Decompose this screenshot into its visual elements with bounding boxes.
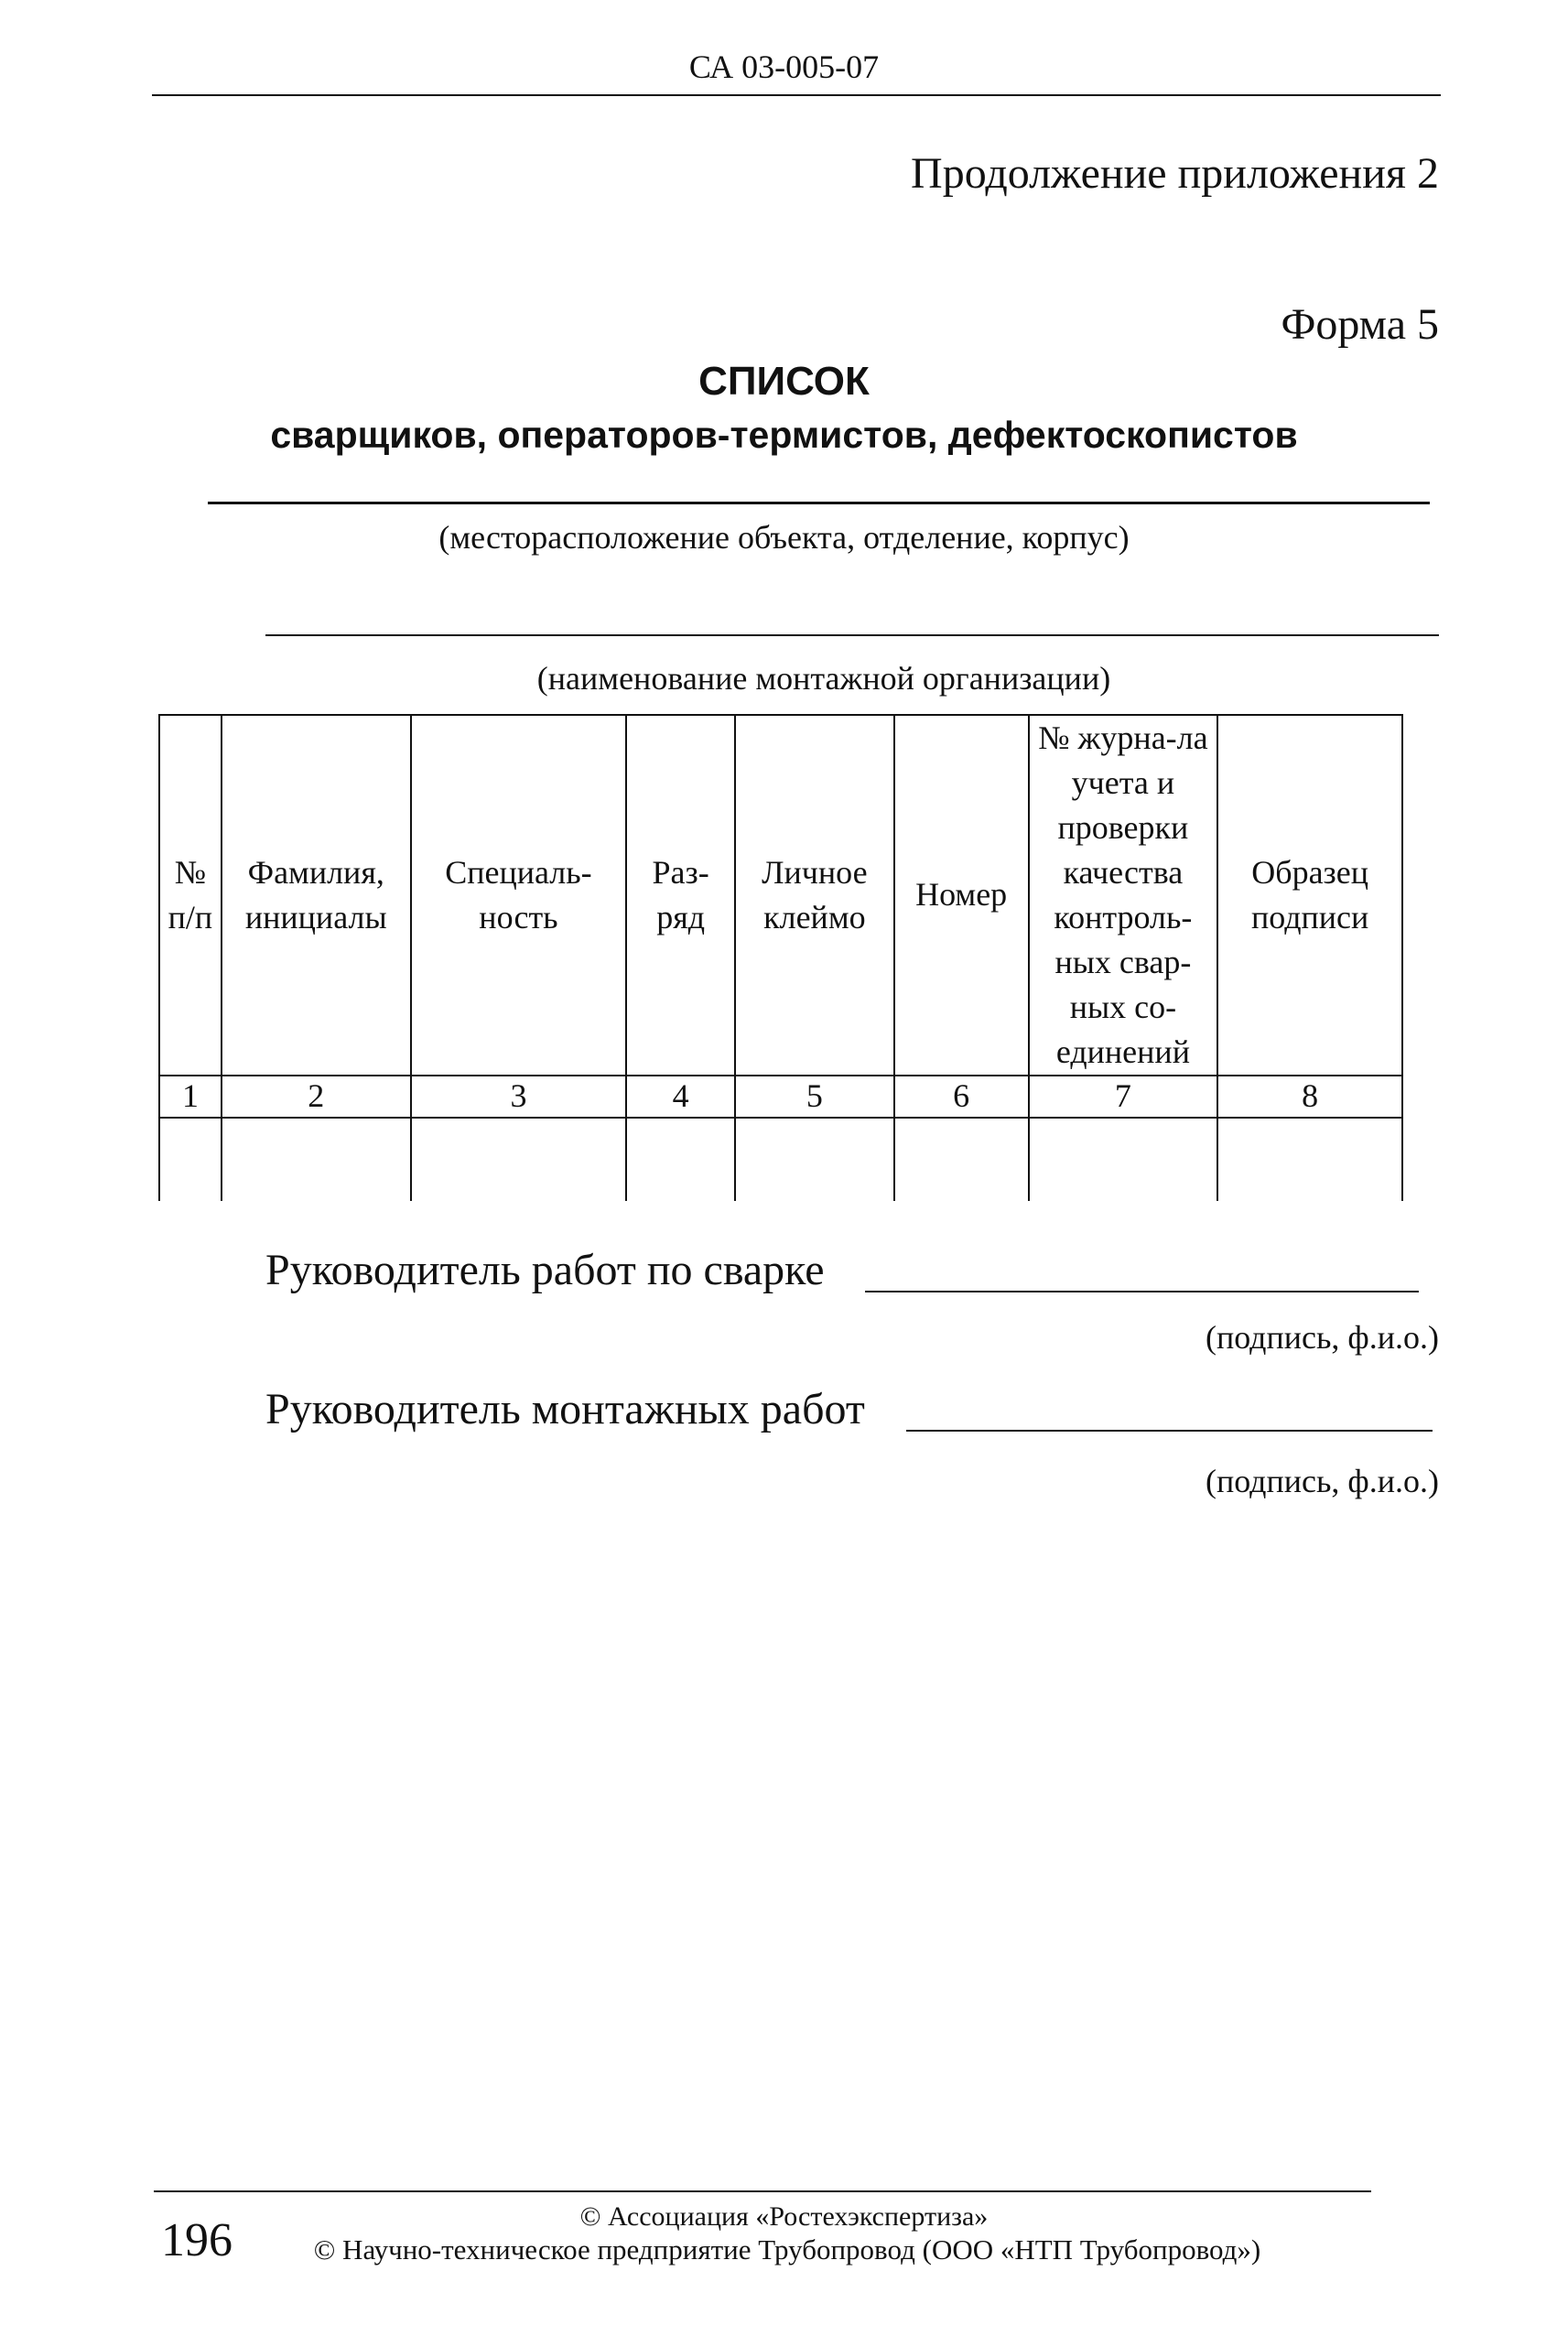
- empty-cell: [411, 1118, 627, 1201]
- empty-cell: [1029, 1118, 1218, 1201]
- organization-fill-line: [265, 634, 1439, 636]
- header-cell-number: № п/п: [159, 715, 222, 1076]
- header-cell-specialty: Специаль-ность: [411, 715, 627, 1076]
- header-divider: [152, 94, 1441, 96]
- empty-cell: [1217, 1118, 1402, 1201]
- column-number: 1: [159, 1076, 222, 1118]
- empty-cell: [222, 1118, 411, 1201]
- document-subtitle: сварщиков, операторов-термистов, дефектоскопистов: [270, 414, 1298, 456]
- installation-manager-signature-line: [906, 1430, 1433, 1432]
- column-number: 6: [894, 1076, 1029, 1118]
- column-number: 7: [1029, 1076, 1218, 1118]
- column-number: 2: [222, 1076, 411, 1118]
- column-number: 8: [1217, 1076, 1402, 1118]
- header-cell-journal: № журна-ла учета и проверки качества контроль-ных свар-ных со-единений: [1029, 715, 1218, 1076]
- header-cell-signature-sample: Образец подписи: [1217, 715, 1402, 1076]
- header-cell-grade: Раз-ряд: [626, 715, 735, 1076]
- location-caption: (месторасположение объекта, отделение, корпус): [438, 519, 1130, 556]
- footer-copyright-company: © Научно-техническое предприятие Трубопровод (ООО «НТП Трубопровод»): [313, 2233, 1261, 2266]
- organization-caption: (наименование монтажной организации): [536, 660, 1111, 697]
- empty-cell: [894, 1118, 1029, 1201]
- empty-cell: [159, 1118, 222, 1201]
- welding-manager-label: Руководитель работ по сварке: [265, 1246, 825, 1294]
- header-cell-name: Фамилия, инициалы: [222, 715, 411, 1076]
- page-number: 196: [161, 2214, 232, 2266]
- form-number: Форма 5: [1281, 300, 1439, 349]
- header-cell-id-number: Номер: [894, 715, 1029, 1076]
- footer-copyright-association: © Ассоциация «Ростехэкспертиза»: [579, 2201, 989, 2232]
- table-header-row: [159, 715, 1402, 1076]
- empty-cell: [626, 1118, 735, 1201]
- document-code: СА 03-005-07: [688, 49, 880, 85]
- empty-cell: [735, 1118, 894, 1201]
- document-title: СПИСОК: [698, 359, 870, 404]
- installation-manager-signature-caption: (подпись, ф.и.о.): [1205, 1463, 1439, 1499]
- welding-manager-signature-caption: (подпись, ф.и.о.): [1205, 1319, 1439, 1356]
- empty-entry-row: [159, 1118, 1402, 1201]
- welding-manager-signature-line: [865, 1291, 1419, 1292]
- appendix-continuation: Продолжение приложения 2: [911, 149, 1439, 198]
- column-number-row: [159, 1076, 1402, 1118]
- column-number: 4: [626, 1076, 735, 1118]
- personnel-table: [158, 714, 1403, 1201]
- installation-manager-label: Руководитель монтажных работ: [265, 1385, 865, 1433]
- column-number: 3: [411, 1076, 627, 1118]
- column-number: 5: [735, 1076, 894, 1118]
- footer-divider: [154, 2190, 1371, 2192]
- location-fill-line: [208, 502, 1430, 504]
- header-cell-stamp: Личное клеймо: [735, 715, 894, 1076]
